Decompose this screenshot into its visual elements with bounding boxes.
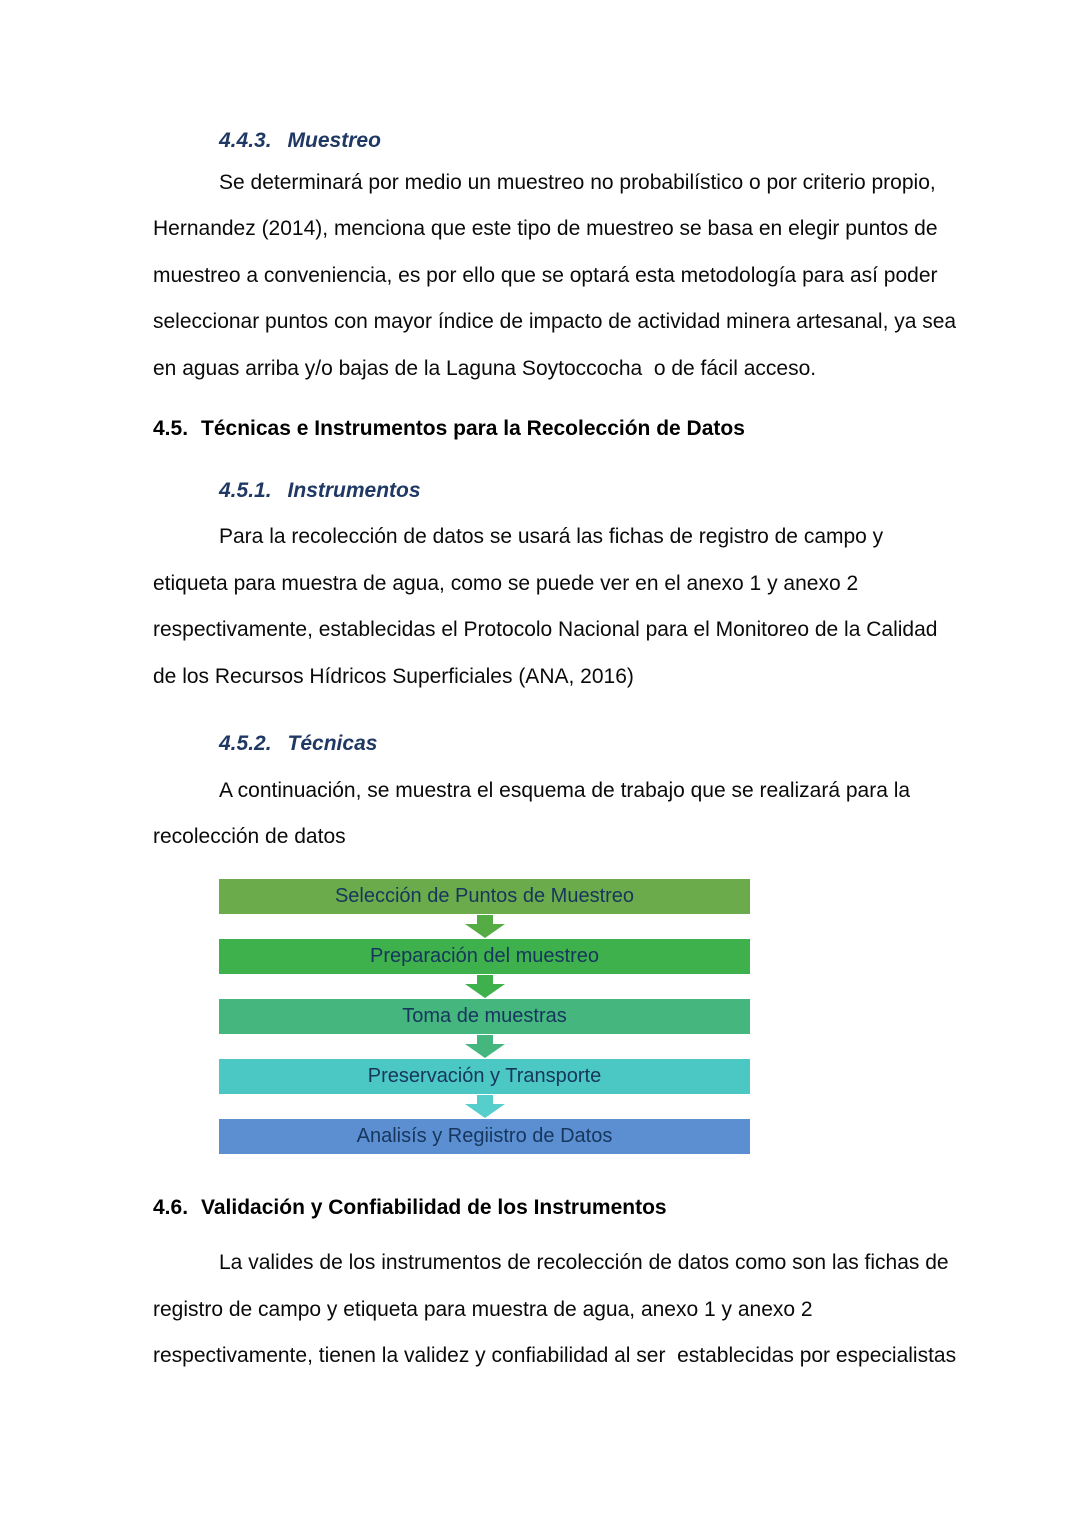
paragraph-line: de los Recursos Hídricos Superficiales (ANA, 2016) bbox=[153, 664, 634, 688]
arrow-stem bbox=[477, 1035, 493, 1044]
paragraph bbox=[153, 1240, 957, 1380]
paragraph-line: muestreo a conveniencia, es por ello que se optará esta metodología para así poder bbox=[153, 263, 938, 287]
paragraph-line: Hernandez (2014), menciona que este tipo de muestreo se basa en elegir puntos de bbox=[153, 217, 938, 240]
arrow-stem bbox=[477, 915, 493, 924]
heading-number: 4.5. bbox=[153, 417, 189, 440]
heading-title: Técnicas e Instrumentos para la Recolección de Datos bbox=[201, 417, 745, 440]
flowchart-step-label: Toma de muestras bbox=[402, 1005, 567, 1027]
paragraph bbox=[153, 514, 938, 700]
heading-number: 4.5.2. bbox=[219, 732, 272, 755]
section-heading-4-6 bbox=[153, 1185, 928, 1232]
paragraph-line: La valides de los instrumentos de recolección de datos como son las fichas de bbox=[219, 1251, 949, 1274]
arrow-stem bbox=[477, 1095, 493, 1104]
flowchart-step bbox=[219, 999, 750, 1034]
section-heading-4-5-1 bbox=[219, 468, 928, 515]
paragraph-line: en aguas arriba y/o bajas de la Laguna Soytoccocha o de fácil acceso. bbox=[153, 356, 817, 380]
paragraph-line: A continuación, se muestra el esquema de trabajo que se realizará para la bbox=[219, 778, 911, 802]
heading-number: 4.6. bbox=[153, 1195, 189, 1219]
arrow-down-icon bbox=[219, 974, 750, 999]
section-heading-4-5 bbox=[153, 406, 928, 453]
heading-number: 4.4.3. bbox=[219, 129, 272, 152]
section-heading-4-4-3 bbox=[219, 118, 928, 165]
arrow-head bbox=[465, 1044, 505, 1058]
flowchart-step-label: Preservación y Transporte bbox=[367, 1065, 602, 1087]
heading-title: Muestreo bbox=[287, 129, 381, 152]
paragraph-line: registro de campo y etiqueta para muestra de agua, anexo 1 y anexo 2 bbox=[153, 1297, 813, 1321]
flowchart-step bbox=[219, 1119, 750, 1154]
arrow-stem bbox=[477, 975, 493, 984]
arrow-down-icon bbox=[219, 1094, 750, 1119]
flowchart-step-label: Selección de Puntos de Muestreo bbox=[334, 885, 635, 907]
flowchart-step-label: Preparación del muestreo bbox=[369, 945, 599, 967]
arrow-head bbox=[465, 984, 505, 998]
paragraph-line: recolección de datos bbox=[153, 825, 346, 848]
paragraph-line: etiqueta para muestra de agua, como se puede ver en el anexo 1 y anexo 2 bbox=[153, 571, 859, 595]
paragraph-line: Para la recolección de datos se usará las fichas de registro de campo y bbox=[219, 525, 884, 548]
arrow-down-icon bbox=[219, 1034, 750, 1059]
paragraph bbox=[153, 768, 928, 861]
flowchart-step bbox=[219, 1059, 750, 1094]
paragraph-line: respectivamente, tienen la validez y confiabilidad al ser establecidas por especialistas bbox=[153, 1344, 957, 1367]
paragraph-line: Se determinará por medio un muestreo no probabilístico o por criterio propio, bbox=[219, 170, 936, 194]
flowchart-step-label: Analisís y Regiistro de Datos bbox=[356, 1125, 613, 1147]
flowchart-diagram bbox=[219, 879, 750, 1154]
arrow-head bbox=[465, 1104, 505, 1118]
section-heading-4-5-2 bbox=[219, 721, 928, 768]
heading-number: 4.5.1. bbox=[219, 478, 272, 502]
paragraph-line: seleccionar puntos con mayor índice de impacto de actividad minera artesanal, ya sea bbox=[153, 310, 957, 333]
paragraph-line: respectivamente, establecidas el Protocolo Nacional para el Monitoreo de la Calidad bbox=[153, 618, 938, 641]
heading-title: Técnicas bbox=[287, 732, 378, 755]
arrow-head bbox=[465, 924, 505, 938]
flowchart-step bbox=[219, 879, 750, 914]
heading-title: Instrumentos bbox=[287, 478, 421, 502]
flowchart-step bbox=[219, 939, 750, 974]
heading-title: Validación y Confiabilidad de los Instrumentos bbox=[201, 1195, 667, 1219]
paragraph bbox=[153, 160, 957, 393]
arrow-down-icon bbox=[219, 914, 750, 939]
